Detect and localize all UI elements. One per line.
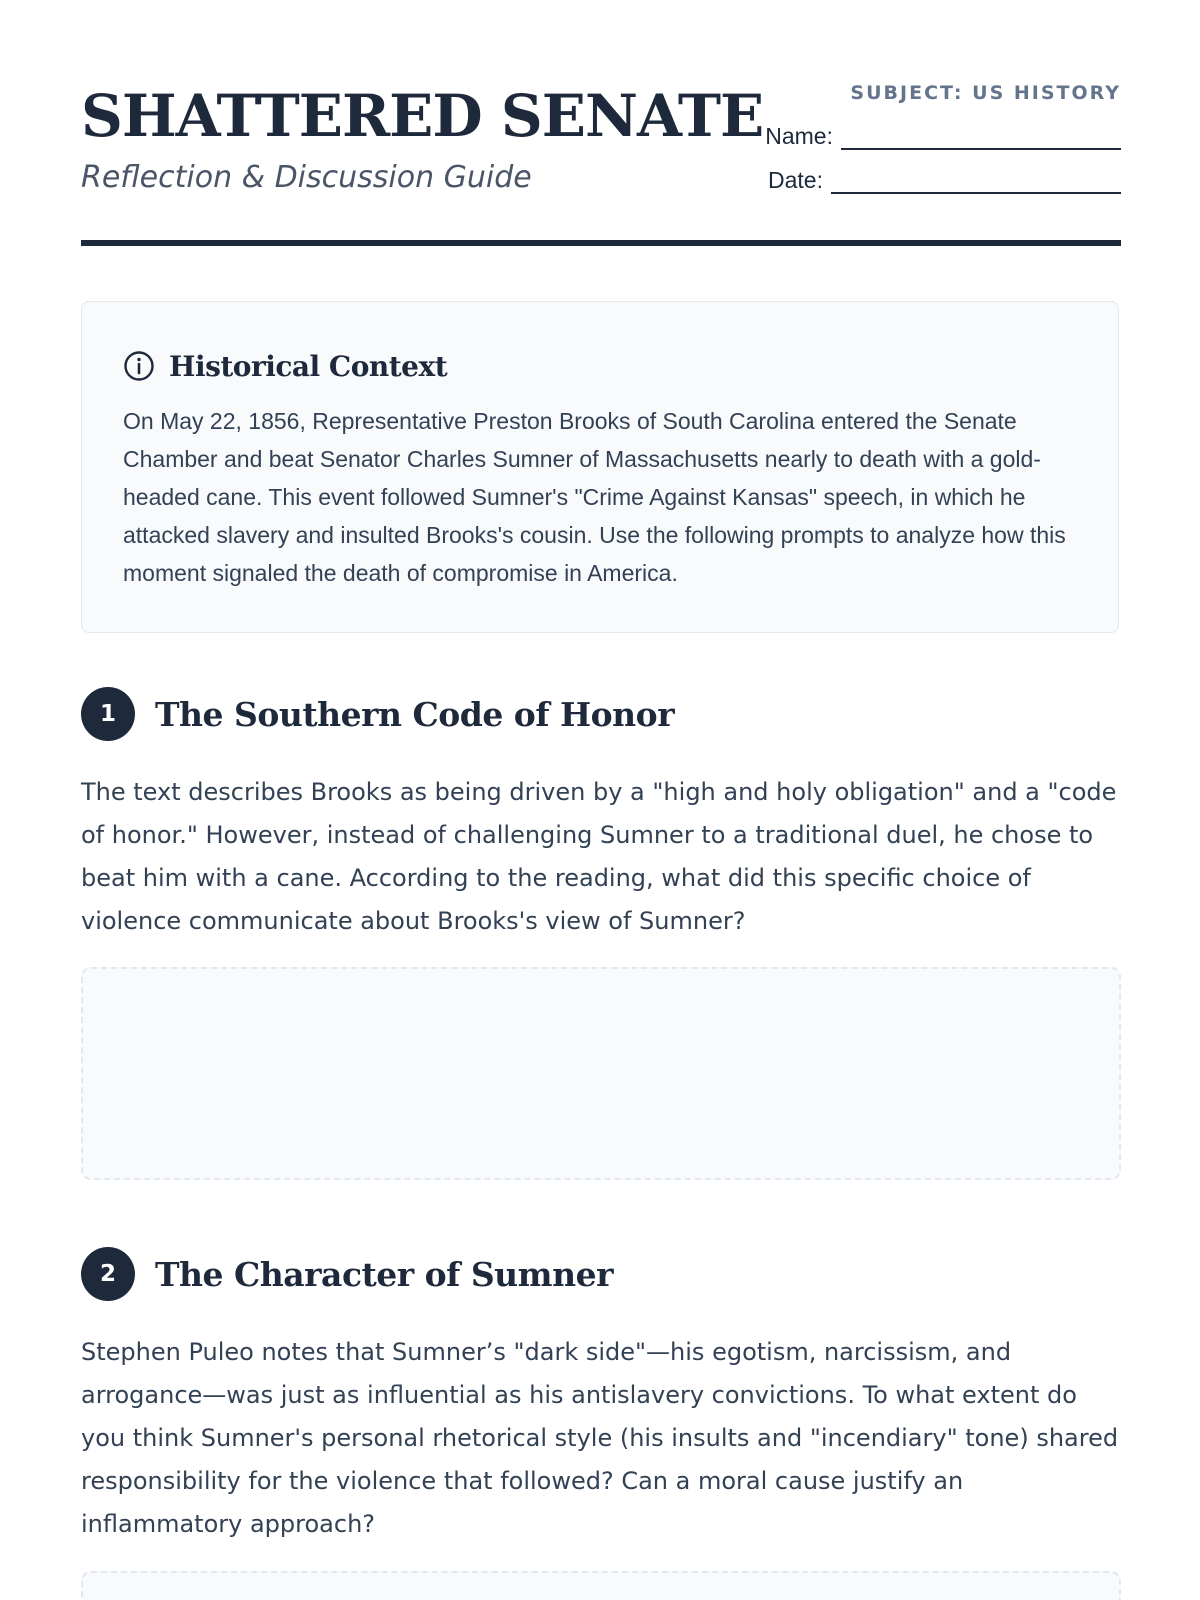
question-heading	[81, 1247, 1121, 1301]
worksheet-page	[81, 0, 1121, 1538]
name-blank-line[interactable]	[841, 126, 1121, 150]
question-title: The Southern Code of Honor	[155, 694, 675, 734]
date-label: Date:	[768, 167, 823, 193]
answer-box-2[interactable]	[81, 1571, 1121, 1600]
page-subtitle: Reflection & Discussion Guide	[81, 160, 532, 195]
date-field[interactable]	[721, 166, 1121, 194]
page-title: SHATTERED SENATE	[81, 82, 764, 150]
question-number-badge: 1	[81, 687, 135, 741]
context-body: On May 22, 1856, Representative Preston Brooks of South Carolina entered the Senate Chamber and beat Senator Charles Sumner of Massachusetts nearly to death with a gold-headed cane. This event followed Sumner's "Crime Against Kansas" speech, in which he attacked slavery and insulted Brooks's cousin. Use the following prompts to analyze how this moment signaled the death of compromise in America.	[123, 408, 1066, 586]
name-field[interactable]	[721, 122, 1121, 150]
question-prompt: Stephen Puleo notes that Sumner’s "dark side"—his egotism, narcissism, and arrogance—was just as influential as his antislavery convictions. To what extent do you think Sumner's personal rhetorical style (his insults and "incendiary" tone) shared responsibility for the violence that followed? Can a moral cause justify an inflammatory approach?	[81, 1338, 1119, 1538]
question-prompt: The text describes Brooks as being driven by a "high and holy obligation" and a "code of honor." However, instead of challenging Sumner to a traditional duel, he chose to beat him with a cane. According to the reading, what did this specific choice of violence communicate about Brooks's view of Sumner?	[81, 778, 1117, 935]
context-title: Historical Context	[169, 349, 448, 383]
question-heading	[81, 687, 1121, 741]
worksheet-header	[81, 0, 1121, 248]
question-1	[81, 687, 1121, 943]
header-divider	[81, 240, 1121, 246]
historical-context-box	[81, 301, 1119, 633]
subject-label: SUBJECT: US HISTORY	[850, 82, 1121, 104]
info-icon	[123, 350, 155, 382]
date-blank-line[interactable]	[831, 170, 1121, 194]
question-number-badge: 2	[81, 1247, 135, 1301]
student-info	[721, 80, 1121, 194]
answer-box-1[interactable]	[81, 967, 1121, 1180]
question-title: The Character of Sumner	[155, 1254, 613, 1294]
question-2	[81, 1247, 1121, 1546]
name-label: Name:	[765, 123, 833, 149]
context-heading	[123, 346, 1078, 386]
